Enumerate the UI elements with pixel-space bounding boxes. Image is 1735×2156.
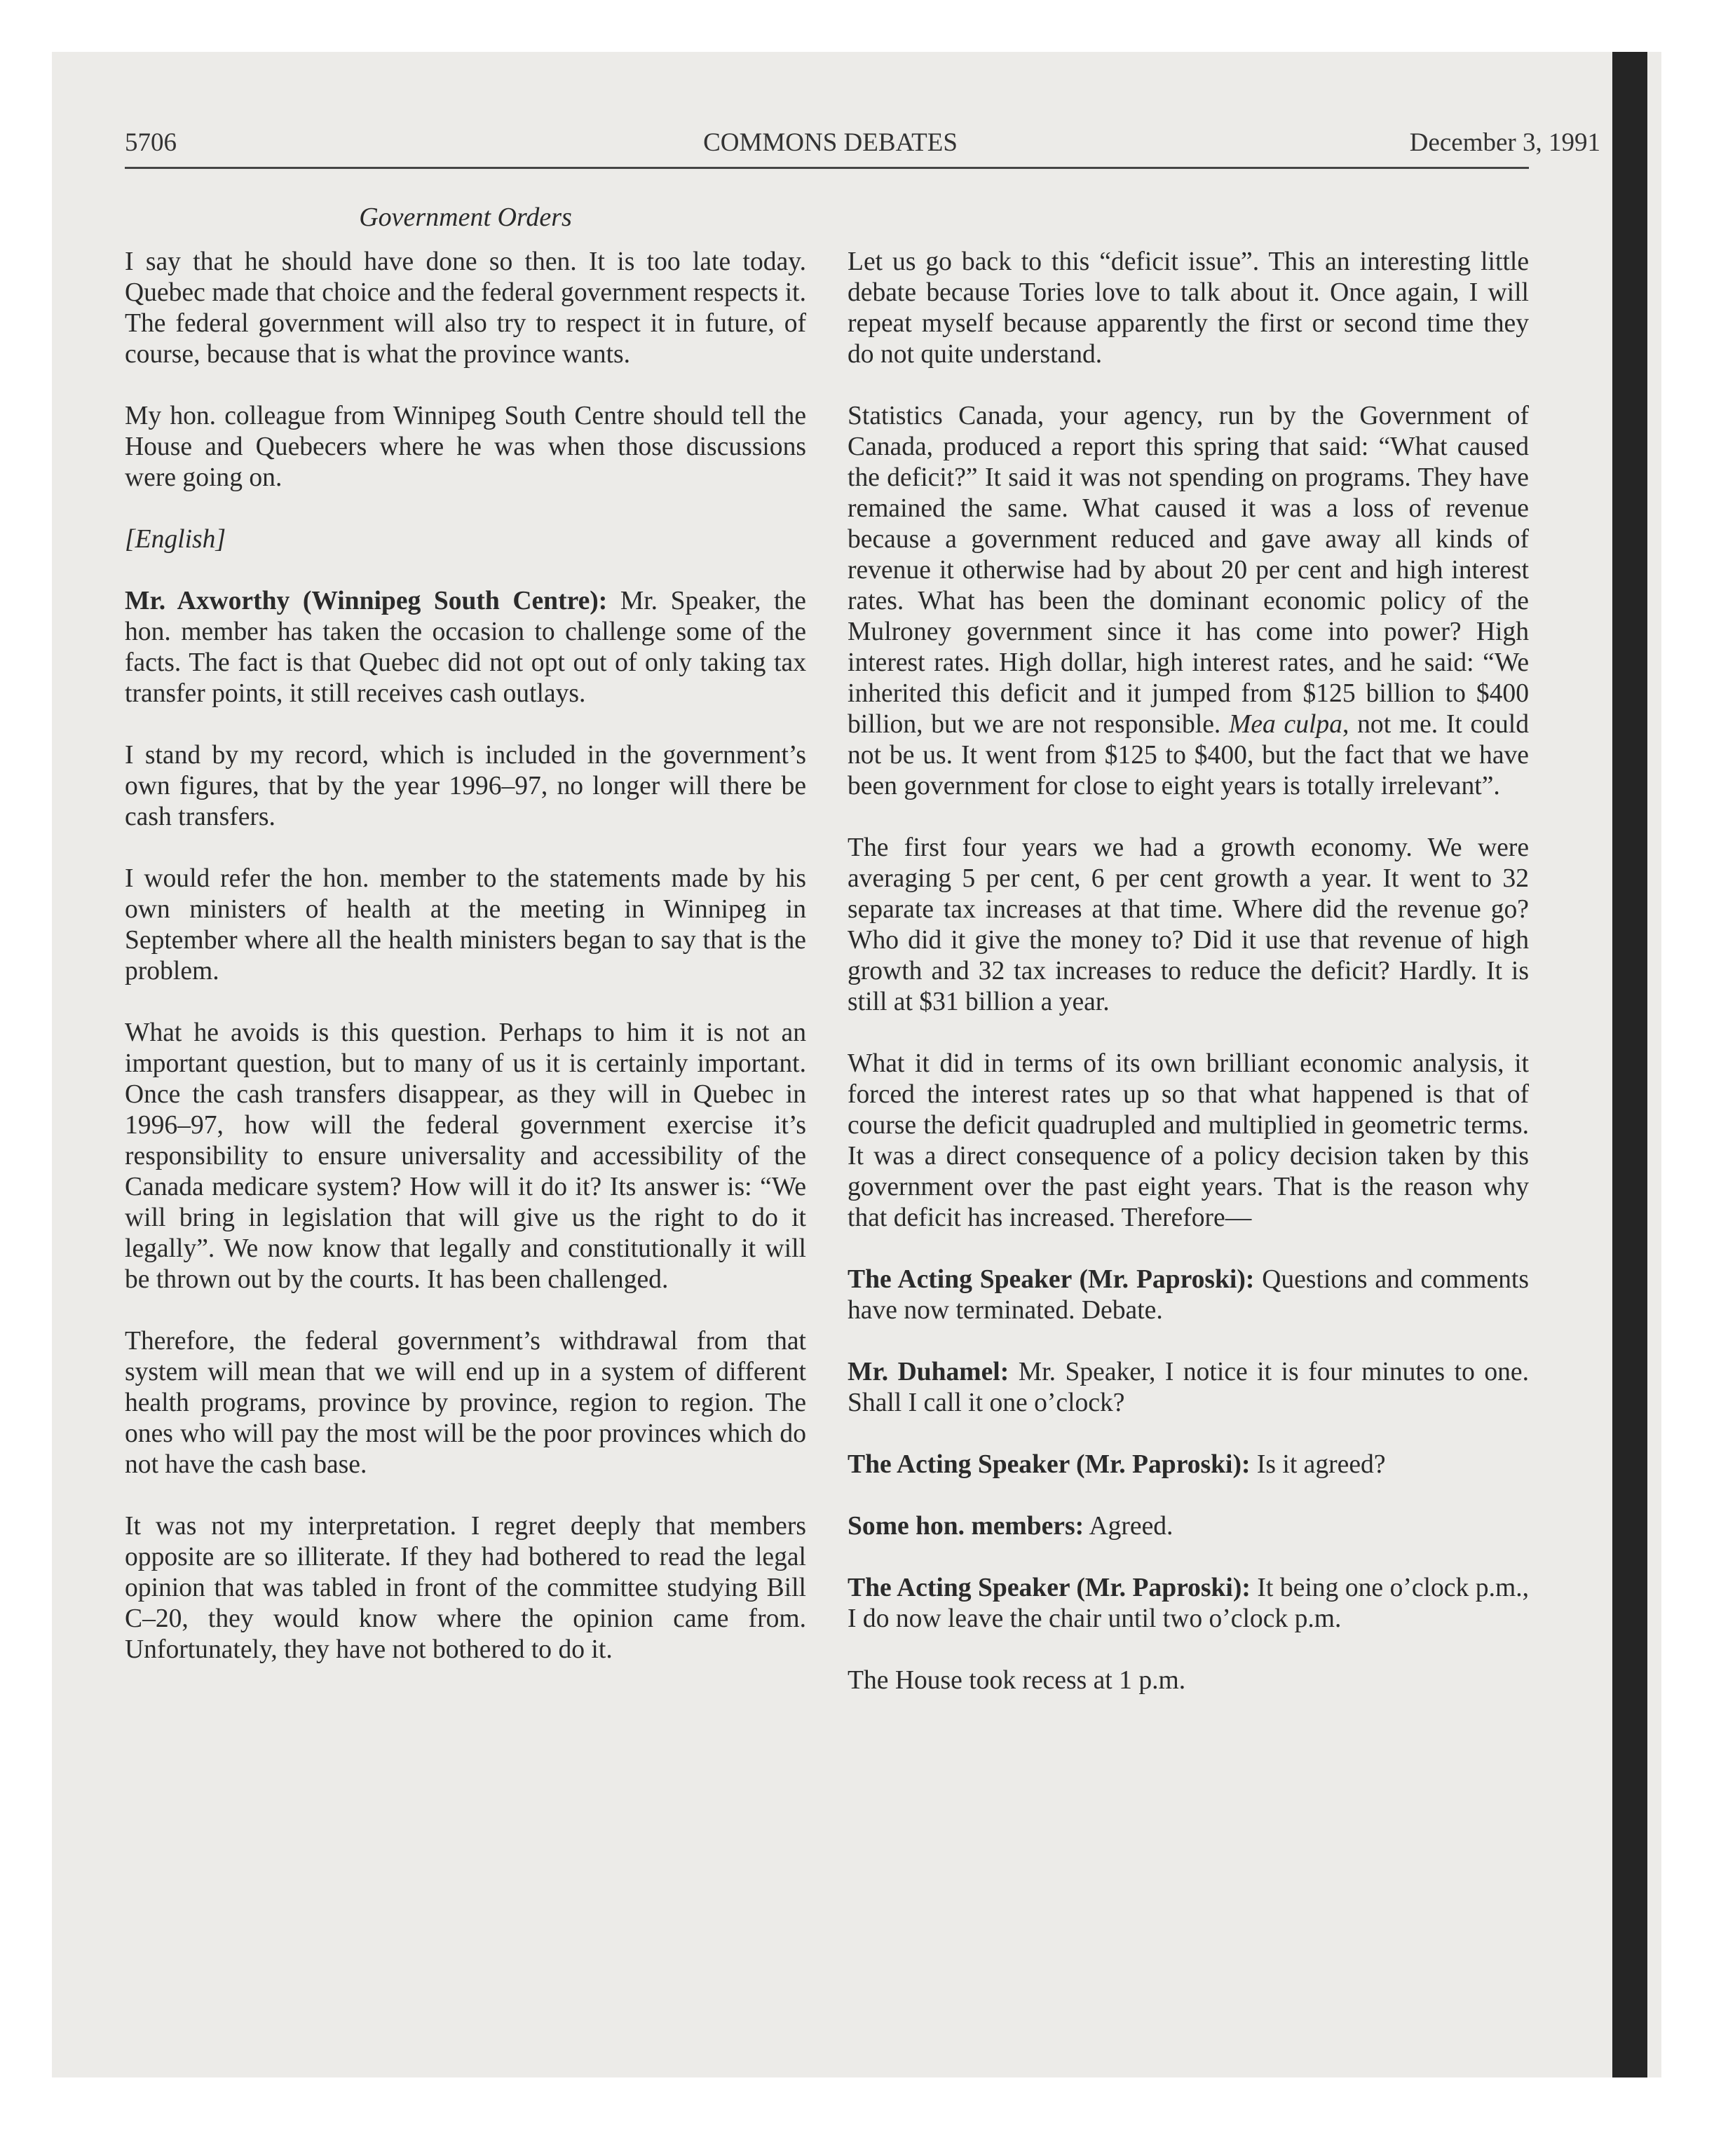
- speaker-name: Mr. Axworthy (Winnipeg South Centre):: [125, 587, 608, 615]
- publication-title: COMMONS DEBATES: [703, 128, 958, 157]
- speech-text: Is it agreed?: [1250, 1450, 1386, 1479]
- header-rule: [125, 167, 1529, 169]
- speech-text: It being one o’clock p.m., I do now leave the chair until two o’clock p.m.: [848, 1574, 1529, 1633]
- paragraph: I stand by my record, which is included in the government’s own figures, that by the year 1996–97, no longer will there be cash transfers.: [125, 741, 806, 831]
- left-column: [125, 247, 806, 1665]
- speech-text: Mr. Speaker, I notice it is four minutes to one. Shall I call it one o’clock?: [848, 1358, 1529, 1417]
- speech-paragraph: [848, 1511, 1529, 1542]
- speaker-name: The Acting Speaker (Mr. Paproski):: [848, 1450, 1251, 1479]
- latin-phrase: Mea culpa: [1229, 710, 1343, 739]
- paragraph: Let us go back to this “deficit issue”. This an interesting little debate because Tories love to talk about it. Once again, I will repeat myself because apparently the first or second time they do not quite understand.: [848, 247, 1529, 369]
- speaker-name: The Acting Speaker (Mr. Paproski):: [848, 1574, 1251, 1602]
- language-marker: [English]: [125, 525, 226, 554]
- speech-paragraph: [848, 1264, 1529, 1326]
- paragraph-text: Statistics Canada, your agency, run by the Government of Canada, produced a report this spring that said: “What caused the deficit?” It said it was not spending on programs. They have remained the same. What caused it was a loss of revenue because a government reduced and gave away all kinds of revenue it otherwise had by about 20 per cent and high interest rates. What has been the dominant economic policy of the Mulroney government since it has come into power? High interest rates. High dollar, high interest rates, and he said: “We inherited this deficit and it jumped from $125 billion to $400 billion, but we are not responsible.: [848, 402, 1529, 739]
- speech-text: Agreed.: [1084, 1512, 1173, 1541]
- paragraph: I say that he should have done so then. It is too late today. Quebec made that choice and the federal government respects it. The federal government will also try to respect it in future, of course, because that is what the province wants.: [125, 247, 806, 369]
- section-title: Government Orders: [359, 203, 572, 232]
- paragraph: I would refer the hon. member to the statements made by his own ministers of health at the meeting in Winnipeg in September where all the health ministers began to say that is the problem.: [125, 864, 806, 985]
- paragraph: It was not my interpretation. I regret deeply that members opposite are so illiterate. If they had bothered to read the legal opinion that was tabled in front of the committee studying Bill C–20, they would know where the opinion came from. Unfortunately, they have not bothered to do it.: [125, 1512, 806, 1664]
- speech-text: Mr. Speaker, the hon. member has taken the occasion to challenge some of the facts. The fact is that Quebec did not opt out of only taking tax transfer points, it still receives cash outlays.: [125, 587, 806, 708]
- paragraph: The first four years we had a growth economy. We were averaging 5 per cent, 6 per cent growth a year. It went to 32 separate tax increases at that time. Where did the revenue go? Who did it give the money to? Did it use that revenue of high growth and 32 tax increases to reduce the deficit? Hardly. It is still at $31 billion a year.: [848, 833, 1529, 1016]
- speaker-name: The Acting Speaker (Mr. Paproski):: [848, 1265, 1255, 1294]
- speaker-name: Mr. Duhamel:: [848, 1358, 1009, 1386]
- publication-date: December 3, 1991: [1409, 128, 1600, 157]
- paragraph: The House took recess at 1 p.m.: [848, 1666, 1186, 1695]
- page-number: 5706: [125, 128, 177, 157]
- paragraph: [848, 401, 1529, 802]
- speech-paragraph: [848, 1573, 1529, 1635]
- paragraph-text: , not me. It could not be us. It went from $125 to $400, but the fact that we have been government for close to eight years is totally irrelevant”.: [848, 710, 1529, 800]
- right-column: [848, 247, 1529, 1696]
- paragraph: My hon. colleague from Winnipeg South Centre should tell the House and Quebecers where he was when those discussions were going on.: [125, 402, 806, 492]
- speech-text: Questions and comments have now terminated. Debate.: [848, 1265, 1530, 1325]
- speech-paragraph: [848, 1449, 1529, 1480]
- speech-paragraph: [848, 1357, 1529, 1419]
- speaker-name: Some hon. members:: [848, 1512, 1084, 1541]
- paragraph: Therefore, the federal government’s withdrawal from that system will mean that we will end up in a system of different health programs, province by province, region to region. The ones who will pay the most will be the poor provinces which do not have the cash base.: [125, 1327, 806, 1479]
- paragraph: What he avoids is this question. Perhaps to him it is not an important question, but to many of us it is certainly important. Once the cash transfers disappear, as they will in Quebec in 1996–97, how will the federal government exercise it’s responsibility to ensure universality and accessibility of the Canada medicare system? How will it do it? Its answer is: “We will bring in legislation that will give us the right to do it legally”. We now know that legally and constitutionally it will be thrown out by the courts. It has been challenged.: [125, 1018, 806, 1294]
- paragraph: What it did in terms of its own brilliant economic analysis, it forced the interest rates up so that what happened is that of course the deficit quadrupled and multiplied in geometric terms. It was a direct consequence of a policy decision taken by this government over the past eight years. That is the reason why that deficit has increased. Therefore—: [848, 1049, 1529, 1232]
- speech-paragraph: [125, 586, 806, 709]
- scan-edge-shadow: [1612, 52, 1647, 2077]
